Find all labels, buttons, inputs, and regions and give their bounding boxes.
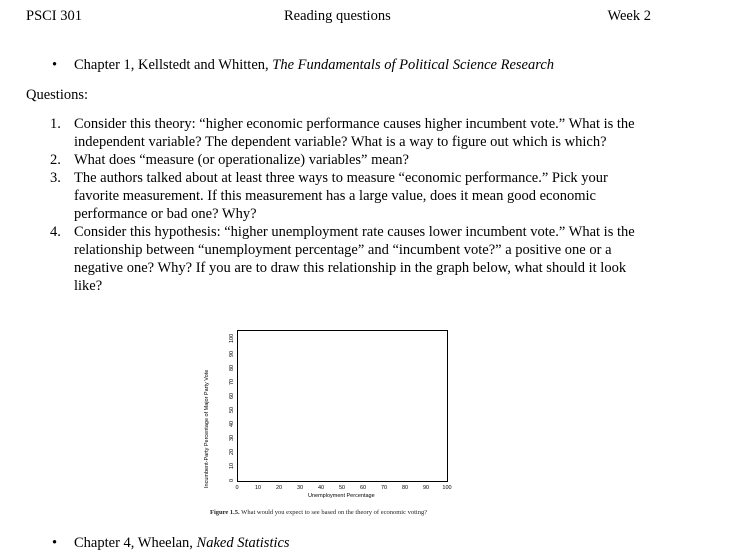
header-title: Reading questions — [284, 8, 391, 24]
x-tick: 40 — [317, 485, 325, 491]
reading-item — [52, 535, 290, 552]
caption-text: What would you expect to see based on the theory of economic voting? — [239, 509, 428, 516]
x-tick: 0 — [235, 485, 239, 491]
bullet-icon: • — [52, 57, 58, 73]
x-tick: 80 — [401, 485, 409, 491]
question-text: What does “measure (or operationalize) variables” mean? — [74, 152, 409, 168]
y-tick: 10 — [229, 462, 235, 469]
y-tick: 20 — [229, 448, 235, 455]
y-axis-label: Incumbent-Party Percentage of Major Party Vote — [204, 369, 210, 488]
y-tick: 0 — [229, 478, 235, 482]
x-tick: 100 — [442, 485, 452, 491]
x-tick: 60 — [359, 485, 367, 491]
reading-title: The Fundamentals of Political Science Research — [272, 57, 555, 73]
question-item — [50, 151, 650, 169]
x-tick: 70 — [380, 485, 388, 491]
reading-prefix: Chapter 4, Wheelan, — [74, 535, 197, 551]
x-tick: 90 — [422, 485, 430, 491]
y-tick: 40 — [229, 420, 235, 427]
figure-empty-plot — [200, 325, 500, 525]
question-list — [50, 115, 650, 295]
y-tick: 90 — [229, 350, 235, 357]
questions-heading: Questions: — [26, 87, 89, 103]
question-number: 4. — [50, 224, 61, 240]
y-tick: 30 — [229, 434, 235, 441]
question-number: 1. — [50, 116, 61, 132]
question-item — [50, 223, 650, 295]
reading-prefix: Chapter 1, Kellstedt and Whitten, — [74, 57, 273, 73]
page-header — [0, 8, 747, 30]
caption-label: Figure 1.5. — [210, 509, 240, 516]
reading-title: Naked Statistics — [196, 535, 290, 551]
y-tick: 50 — [229, 406, 235, 413]
figure-caption — [210, 509, 427, 516]
question-number: 2. — [50, 152, 61, 168]
course-code: PSCI 301 — [26, 8, 83, 24]
question-item — [50, 169, 650, 223]
x-axis-label: Unemployment Percentage — [308, 493, 375, 499]
y-tick: 100 — [229, 333, 235, 343]
bullet-icon: • — [52, 535, 58, 551]
y-tick: 60 — [229, 392, 235, 399]
question-text: Consider this theory: “higher economic performance causes higher incumbent vote.” What is the independent variable? The dependent variable? What is a way to figure out which is which? — [74, 116, 635, 150]
question-text: The authors talked about at least three ways to measure “economic performance.” Pick your favorite measurement. If this measurement has a large value, does it mean good economic performance or bad one? Why? — [74, 170, 608, 222]
question-item — [50, 115, 650, 151]
plot-area — [237, 330, 448, 482]
y-tick: 80 — [229, 364, 235, 371]
question-number: 3. — [50, 170, 61, 186]
x-tick: 50 — [338, 485, 346, 491]
y-tick: 70 — [229, 378, 235, 385]
question-text: Consider this hypothesis: “higher unemployment rate causes lower incumbent vote.” What is the relationship between “unemployment percentage” and “incumbent vote?” a positive one or a negative one? Why? If you are to draw this relationship in the graph below, what should it look like? — [74, 224, 635, 294]
x-tick: 20 — [275, 485, 283, 491]
x-tick: 10 — [254, 485, 262, 491]
week-label: Week 2 — [607, 8, 651, 24]
reading-item — [52, 57, 554, 74]
x-tick: 30 — [296, 485, 304, 491]
